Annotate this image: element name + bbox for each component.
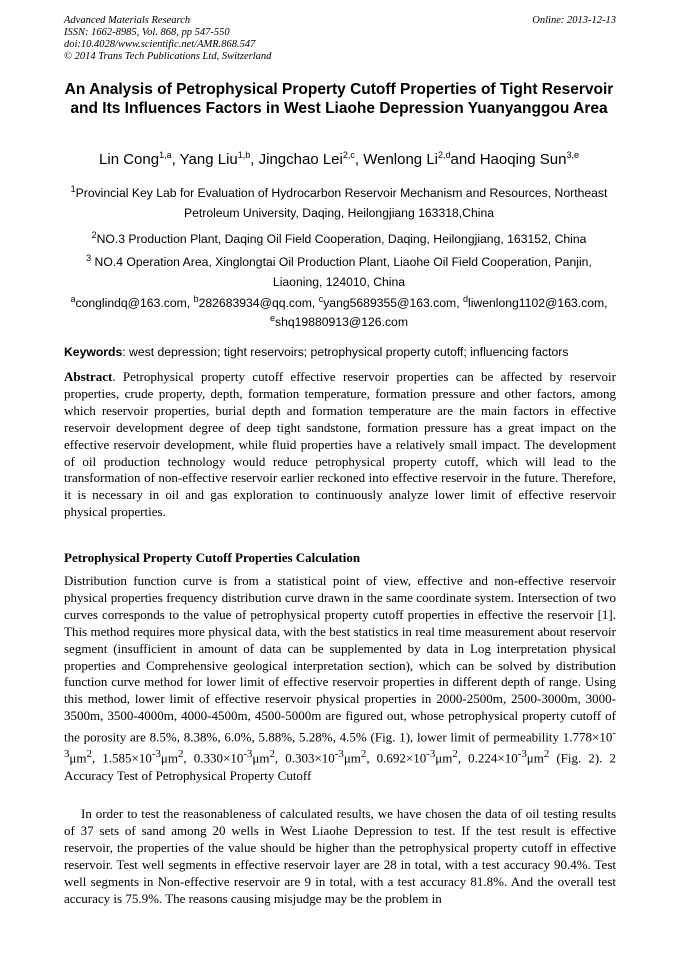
journal-header	[64, 15, 616, 63]
email-link[interactable]: $^d$liwenlong1102@163.com,	[462, 293, 608, 310]
affiliation-2: $^2$NO.3 Production Plant, Daqing Oil Field Cooperation, Daqing, Heilongjiang, 163152, China	[91, 229, 587, 246]
author: Haoqing Sun$^{3,e}$	[479, 150, 579, 168]
author: Lin Cong$^{1,a}$,	[99, 150, 180, 168]
abstract: Abstract. Petrophysical property cutoff effective reservoir properties can be affected by reservoir properties, crude property, depth, formation temperature, formation pressure and other factors, among which reservoir properties, burial depth and formation temperature are the main factors in effective reservoir development degree of deep tight sandstone, formation pressure has a great impact on the effective reservoir development, while fluid properties have a relatively small impact. The development of oil production technology would reduce petrophysical property cutoff, which will lead to the transformation of non-effective reservoir earlier reckoned into effective reservoir in the future. Therefore, it is necessary in oil and gas exploration to continuously analyze lower limit of effective reservoir physical properties.	[64, 369, 616, 520]
paragraph-1: Distribution function curve is from a statistical point of view, effective and non-effective reservoir physical properties frequency distribution curve drawn in the same coordinate system. Intersection of two curves corresponds to the value of petrophysical property cutoff properties in effective the reservoir [1]. This method requires more physical data, with the best statistics in real time measurement about reservoir segment (insufficient in amount of data can be supplemented by data in Log interpretation physical properties and Comprehensive geological interpretation section), which can be solved by distribution function curve method for lower limit of effective reservoir properties in different depth of range. Using this method, lower limit of effective reservoir physical properties in 2000-2500m, 2500-3000m, 3000-3500m, 3500-4000m, 4000-4500m, 4500-5000m are figured out, whose petrophysical property cutoff of the porosity are 8.5%, 8.38%, 6.0%, 5.88%, 5.28%, 4.5% (Fig. 1), lower limit of permeability $1.778\times 10^{-3}\mu m^2$, $1.585\times 10^{-3}\mu m^2$, $0.330\times 10^{-3}\mu m^2$, $0.303\times 10^{-3}\mu m^2$, $0.692\times 10^{-3}\mu m^2$, $0.224\times 10^{-3}\mu m^2$ (Fig. 2). 2 Accuracy Test of Petrophysical Property Cutoff	[64, 573, 617, 783]
online-date: Online: 2013-12-13	[532, 15, 616, 26]
issn-line: ISSN: 1662-8985, Vol. 868, pp 547-550	[64, 27, 230, 38]
email-link[interactable]: $^a$conglindq@163.com,	[70, 293, 194, 310]
copyright-line: © 2014 Trans Tech Publications Ltd, Switzerland	[64, 51, 272, 62]
section-heading: Petrophysical Property Cutoff Properties Calculation	[64, 550, 361, 565]
journal-name: Advanced Materials Research	[64, 15, 191, 26]
affiliation-1: $^1$Provincial Key Lab for Evaluation of Hydrocarbon Reservoir Mechanism and Resources, Northeast Petroleum University, Daqing, Heilongjiang 163318,China	[70, 183, 608, 220]
email-list	[64, 294, 614, 332]
email-link[interactable]: $^b$282683934@qq.com,	[193, 293, 319, 310]
author-list	[64, 150, 614, 170]
paragraph-2: In order to test the reasonableness of calculated results, we have chosen the data of oil testing results of 37 sets of sand among 20 wells in West Liaohe Depression to test. If the test result is effective reservoir, the properties of the value should be higher than the petrophysical property cutoff in effective reservoir. Test well segments in effective reservoir layer are 28 in total, with a test accuracy 90.4%. Test well segments in Non-effective reservoir are 9 in total, with a test accuracy 81.8%. And the overall test accuracy is 75.9%. The reasons causing misjudge may be the problem in	[64, 806, 616, 906]
author: Wenlong Li$^{2,d}$and	[363, 150, 480, 168]
email-link[interactable]: $^e$shq19880913@126.com	[269, 312, 408, 329]
paper-title: An Analysis of Petrophysical Property Cutoff Properties of Tight Reservoir and Its Influences Factors in West Liaohe Depression Yuanyanggou Area	[64, 81, 614, 117]
email-link[interactable]: $^c$yang5689355@163.com,	[318, 293, 463, 310]
affiliation-3: $^3$ NO.4 Operation Area, Xinglongtai Oil Production Plant, Liaohe Oil Field Cooperation, Panjin, Liaoning, 124010, China	[86, 252, 592, 289]
author: Jingchao Lei$^{2,c}$,	[258, 150, 364, 168]
author: Yang Liu$^{1,b}$,	[179, 150, 259, 168]
keywords: Keywords: west depression; tight reservoirs; petrophysical property cutoff; influencing factors	[64, 345, 569, 359]
doi-line[interactable]: doi:10.4028/www.scientific.net/AMR.868.547	[64, 39, 256, 50]
